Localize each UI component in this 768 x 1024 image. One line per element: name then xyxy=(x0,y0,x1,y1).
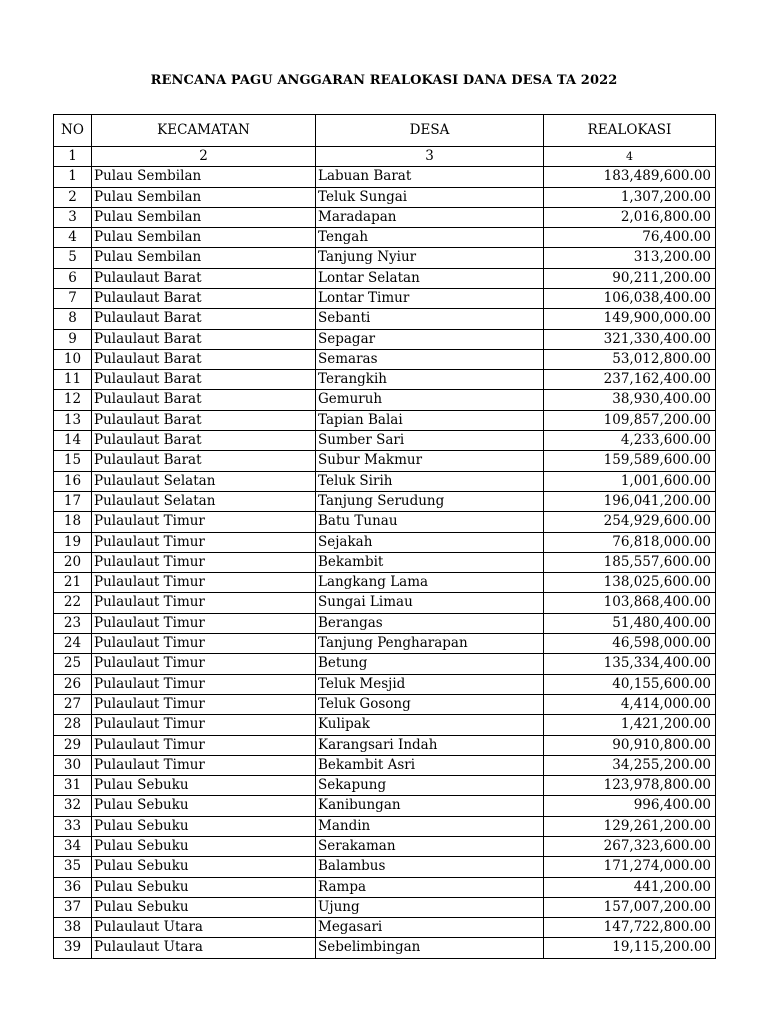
cell-no: 12 xyxy=(54,390,92,410)
table-row xyxy=(54,370,716,390)
cell-kecamatan: Pulaulaut Barat xyxy=(92,431,316,451)
cell-no: 19 xyxy=(54,532,92,552)
cell-realokasi: 34,255,200.00 xyxy=(544,755,716,775)
cell-realokasi: 53,012,800.00 xyxy=(544,349,716,369)
cell-desa: Karangsari Indah xyxy=(316,735,544,755)
cell-no: 5 xyxy=(54,248,92,268)
table-row xyxy=(54,816,716,836)
cell-kecamatan: Pulau Sembilan xyxy=(92,167,316,187)
cell-desa: Kulipak xyxy=(316,715,544,735)
cell-no: 23 xyxy=(54,613,92,633)
cell-no: 39 xyxy=(54,938,92,958)
cell-desa: Bekambit Asri xyxy=(316,755,544,775)
cell-desa: Maradapan xyxy=(316,207,544,227)
cell-realokasi: 267,323,600.00 xyxy=(544,837,716,857)
cell-no: 7 xyxy=(54,288,92,308)
cell-realokasi: 1,421,200.00 xyxy=(544,715,716,735)
cell-desa: Gemuruh xyxy=(316,390,544,410)
cell-no: 20 xyxy=(54,552,92,572)
cell-no: 15 xyxy=(54,451,92,471)
cell-desa: Bekambit xyxy=(316,552,544,572)
table-row xyxy=(54,573,716,593)
column-index-1: 1 xyxy=(54,147,92,167)
cell-desa: Berangas xyxy=(316,613,544,633)
header-row xyxy=(54,115,716,147)
cell-realokasi: 441,200.00 xyxy=(544,877,716,897)
cell-desa: Sungai Limau xyxy=(316,593,544,613)
cell-desa: Lontar Timur xyxy=(316,288,544,308)
table-row xyxy=(54,613,716,633)
cell-kecamatan: Pulau Sembilan xyxy=(92,228,316,248)
table-row xyxy=(54,471,716,491)
cell-desa: Batu Tunau xyxy=(316,512,544,532)
cell-no: 35 xyxy=(54,857,92,877)
table-row xyxy=(54,309,716,329)
cell-no: 31 xyxy=(54,776,92,796)
cell-no: 22 xyxy=(54,593,92,613)
cell-desa: Balambus xyxy=(316,857,544,877)
cell-realokasi: 159,589,600.00 xyxy=(544,451,716,471)
cell-kecamatan: Pulaulaut Barat xyxy=(92,288,316,308)
table-row xyxy=(54,694,716,714)
cell-realokasi: 1,001,600.00 xyxy=(544,471,716,491)
table-row xyxy=(54,268,716,288)
table-row xyxy=(54,207,716,227)
cell-realokasi: 254,929,600.00 xyxy=(544,512,716,532)
cell-kecamatan: Pulaulaut Barat xyxy=(92,268,316,288)
cell-desa: Teluk Sungai xyxy=(316,187,544,207)
cell-kecamatan: Pulaulaut Selatan xyxy=(92,491,316,511)
cell-realokasi: 4,233,600.00 xyxy=(544,431,716,451)
cell-kecamatan: Pulaulaut Timur xyxy=(92,552,316,572)
cell-no: 18 xyxy=(54,512,92,532)
table-row xyxy=(54,938,716,958)
cell-no: 13 xyxy=(54,410,92,430)
cell-no: 10 xyxy=(54,349,92,369)
cell-desa: Sekapung xyxy=(316,776,544,796)
cell-no: 1 xyxy=(54,167,92,187)
cell-desa: Tanjung Pengharapan xyxy=(316,634,544,654)
cell-realokasi: 185,557,600.00 xyxy=(544,552,716,572)
cell-no: 29 xyxy=(54,735,92,755)
cell-no: 37 xyxy=(54,897,92,917)
cell-realokasi: 103,868,400.00 xyxy=(544,593,716,613)
cell-realokasi: 135,334,400.00 xyxy=(544,654,716,674)
cell-no: 26 xyxy=(54,674,92,694)
table-row xyxy=(54,167,716,187)
cell-no: 16 xyxy=(54,471,92,491)
table-row xyxy=(54,288,716,308)
cell-kecamatan: Pulau Sebuku xyxy=(92,776,316,796)
cell-no: 38 xyxy=(54,918,92,938)
cell-no: 8 xyxy=(54,309,92,329)
cell-no: 27 xyxy=(54,694,92,714)
cell-no: 25 xyxy=(54,654,92,674)
cell-kecamatan: Pulaulaut Barat xyxy=(92,309,316,329)
cell-kecamatan: Pulaulaut Timur xyxy=(92,613,316,633)
table-row xyxy=(54,593,716,613)
cell-realokasi: 76,400.00 xyxy=(544,228,716,248)
cell-no: 24 xyxy=(54,634,92,654)
cell-realokasi: 321,330,400.00 xyxy=(544,329,716,349)
table-row xyxy=(54,228,716,248)
cell-no: 6 xyxy=(54,268,92,288)
cell-kecamatan: Pulau Sebuku xyxy=(92,857,316,877)
cell-kecamatan: Pulau Sebuku xyxy=(92,897,316,917)
cell-desa: Sebelimbingan xyxy=(316,938,544,958)
cell-kecamatan: Pulau Sebuku xyxy=(92,816,316,836)
table-row xyxy=(54,735,716,755)
cell-realokasi: 196,041,200.00 xyxy=(544,491,716,511)
cell-realokasi: 171,274,000.00 xyxy=(544,857,716,877)
cell-desa: Langkang Lama xyxy=(316,573,544,593)
cell-no: 30 xyxy=(54,755,92,775)
table-row xyxy=(54,877,716,897)
cell-no: 32 xyxy=(54,796,92,816)
cell-no: 9 xyxy=(54,329,92,349)
cell-realokasi: 123,978,800.00 xyxy=(544,776,716,796)
cell-realokasi: 147,722,800.00 xyxy=(544,918,716,938)
cell-kecamatan: Pulaulaut Timur xyxy=(92,715,316,735)
cell-desa: Subur Makmur xyxy=(316,451,544,471)
cell-desa: Tanjung Nyiur xyxy=(316,248,544,268)
cell-realokasi: 4,414,000.00 xyxy=(544,694,716,714)
cell-kecamatan: Pulau Sebuku xyxy=(92,837,316,857)
cell-kecamatan: Pulaulaut Timur xyxy=(92,634,316,654)
cell-kecamatan: Pulaulaut Barat xyxy=(92,349,316,369)
table-row xyxy=(54,329,716,349)
column-index-row xyxy=(54,147,716,167)
cell-kecamatan: Pulaulaut Utara xyxy=(92,938,316,958)
header-no: NO xyxy=(54,115,92,147)
cell-desa: Mandin xyxy=(316,816,544,836)
cell-realokasi: 40,155,600.00 xyxy=(544,674,716,694)
cell-desa: Kanibungan xyxy=(316,796,544,816)
cell-desa: Teluk Gosong xyxy=(316,694,544,714)
table-row xyxy=(54,654,716,674)
cell-realokasi: 90,211,200.00 xyxy=(544,268,716,288)
table-row xyxy=(54,552,716,572)
cell-realokasi: 38,930,400.00 xyxy=(544,390,716,410)
cell-kecamatan: Pulau Sembilan xyxy=(92,187,316,207)
cell-desa: Sejakah xyxy=(316,532,544,552)
table-row xyxy=(54,755,716,775)
cell-desa: Sebanti xyxy=(316,309,544,329)
cell-no: 33 xyxy=(54,816,92,836)
cell-kecamatan: Pulaulaut Timur xyxy=(92,573,316,593)
table-row xyxy=(54,390,716,410)
cell-desa: Tanjung Serudung xyxy=(316,491,544,511)
cell-kecamatan: Pulaulaut Barat xyxy=(92,390,316,410)
table-row xyxy=(54,918,716,938)
cell-kecamatan: Pulaulaut Barat xyxy=(92,329,316,349)
table-row xyxy=(54,857,716,877)
cell-realokasi: 183,489,600.00 xyxy=(544,167,716,187)
cell-desa: Lontar Selatan xyxy=(316,268,544,288)
cell-no: 28 xyxy=(54,715,92,735)
cell-realokasi: 76,818,000.00 xyxy=(544,532,716,552)
cell-kecamatan: Pulau Sebuku xyxy=(92,877,316,897)
cell-kecamatan: Pulau Sebuku xyxy=(92,796,316,816)
cell-no: 34 xyxy=(54,837,92,857)
cell-realokasi: 109,857,200.00 xyxy=(544,410,716,430)
cell-kecamatan: Pulaulaut Utara xyxy=(92,918,316,938)
cell-desa: Betung xyxy=(316,654,544,674)
header-realokasi: REALOKASI xyxy=(544,115,716,147)
cell-no: 21 xyxy=(54,573,92,593)
cell-desa: Rampa xyxy=(316,877,544,897)
cell-no: 36 xyxy=(54,877,92,897)
table-row xyxy=(54,897,716,917)
cell-desa: Sepagar xyxy=(316,329,544,349)
cell-desa: Sumber Sari xyxy=(316,431,544,451)
header-kecamatan: KECAMATAN xyxy=(92,115,316,147)
document-title: RENCANA PAGU ANGGARAN REALOKASI DANA DESA TA 2022 xyxy=(150,73,618,88)
cell-no: 2 xyxy=(54,187,92,207)
cell-realokasi: 19,115,200.00 xyxy=(544,938,716,958)
cell-desa: Megasari xyxy=(316,918,544,938)
realokasi-table xyxy=(53,114,716,959)
cell-realokasi: 996,400.00 xyxy=(544,796,716,816)
cell-desa: Tapian Balai xyxy=(316,410,544,430)
cell-kecamatan: Pulau Sembilan xyxy=(92,207,316,227)
table-row xyxy=(54,776,716,796)
cell-kecamatan: Pulaulaut Timur xyxy=(92,532,316,552)
cell-kecamatan: Pulaulaut Timur xyxy=(92,512,316,532)
cell-kecamatan: Pulaulaut Barat xyxy=(92,410,316,430)
cell-desa: Tengah xyxy=(316,228,544,248)
cell-realokasi: 237,162,400.00 xyxy=(544,370,716,390)
cell-realokasi: 2,016,800.00 xyxy=(544,207,716,227)
cell-realokasi: 46,598,000.00 xyxy=(544,634,716,654)
cell-kecamatan: Pulaulaut Timur xyxy=(92,694,316,714)
cell-realokasi: 1,307,200.00 xyxy=(544,187,716,207)
cell-desa: Teluk Sirih xyxy=(316,471,544,491)
column-index-3: 3 xyxy=(316,147,544,167)
cell-desa: Terangkih xyxy=(316,370,544,390)
table-row xyxy=(54,634,716,654)
cell-realokasi: 313,200.00 xyxy=(544,248,716,268)
cell-kecamatan: Pulau Sembilan xyxy=(92,248,316,268)
cell-kecamatan: Pulaulaut Timur xyxy=(92,735,316,755)
cell-kecamatan: Pulaulaut Timur xyxy=(92,674,316,694)
cell-kecamatan: Pulaulaut Timur xyxy=(92,755,316,775)
cell-desa: Teluk Mesjid xyxy=(316,674,544,694)
table-row xyxy=(54,796,716,816)
cell-realokasi: 157,007,200.00 xyxy=(544,897,716,917)
cell-realokasi: 90,910,800.00 xyxy=(544,735,716,755)
table-row xyxy=(54,491,716,511)
cell-realokasi: 106,038,400.00 xyxy=(544,288,716,308)
column-index-4: 4 xyxy=(544,147,716,167)
cell-kecamatan: Pulaulaut Barat xyxy=(92,370,316,390)
table-row xyxy=(54,674,716,694)
cell-realokasi: 138,025,600.00 xyxy=(544,573,716,593)
cell-kecamatan: Pulaulaut Selatan xyxy=(92,471,316,491)
cell-kecamatan: Pulaulaut Timur xyxy=(92,593,316,613)
cell-no: 11 xyxy=(54,370,92,390)
cell-no: 3 xyxy=(54,207,92,227)
table-row xyxy=(54,187,716,207)
cell-no: 4 xyxy=(54,228,92,248)
table-row xyxy=(54,431,716,451)
column-index-2: 2 xyxy=(92,147,316,167)
table-row xyxy=(54,715,716,735)
cell-realokasi: 129,261,200.00 xyxy=(544,816,716,836)
cell-desa: Serakaman xyxy=(316,837,544,857)
cell-realokasi: 51,480,400.00 xyxy=(544,613,716,633)
cell-no: 14 xyxy=(54,431,92,451)
cell-realokasi: 149,900,000.00 xyxy=(544,309,716,329)
table-row xyxy=(54,410,716,430)
cell-kecamatan: Pulaulaut Barat xyxy=(92,451,316,471)
cell-desa: Ujung xyxy=(316,897,544,917)
cell-desa: Labuan Barat xyxy=(316,167,544,187)
cell-no: 17 xyxy=(54,491,92,511)
table-row xyxy=(54,248,716,268)
table-row xyxy=(54,451,716,471)
table-row xyxy=(54,512,716,532)
table-row xyxy=(54,532,716,552)
cell-desa: Semaras xyxy=(316,349,544,369)
cell-kecamatan: Pulaulaut Timur xyxy=(92,654,316,674)
table-body xyxy=(54,167,716,959)
table-row xyxy=(54,837,716,857)
table-row xyxy=(54,349,716,369)
header-desa: DESA xyxy=(316,115,544,147)
